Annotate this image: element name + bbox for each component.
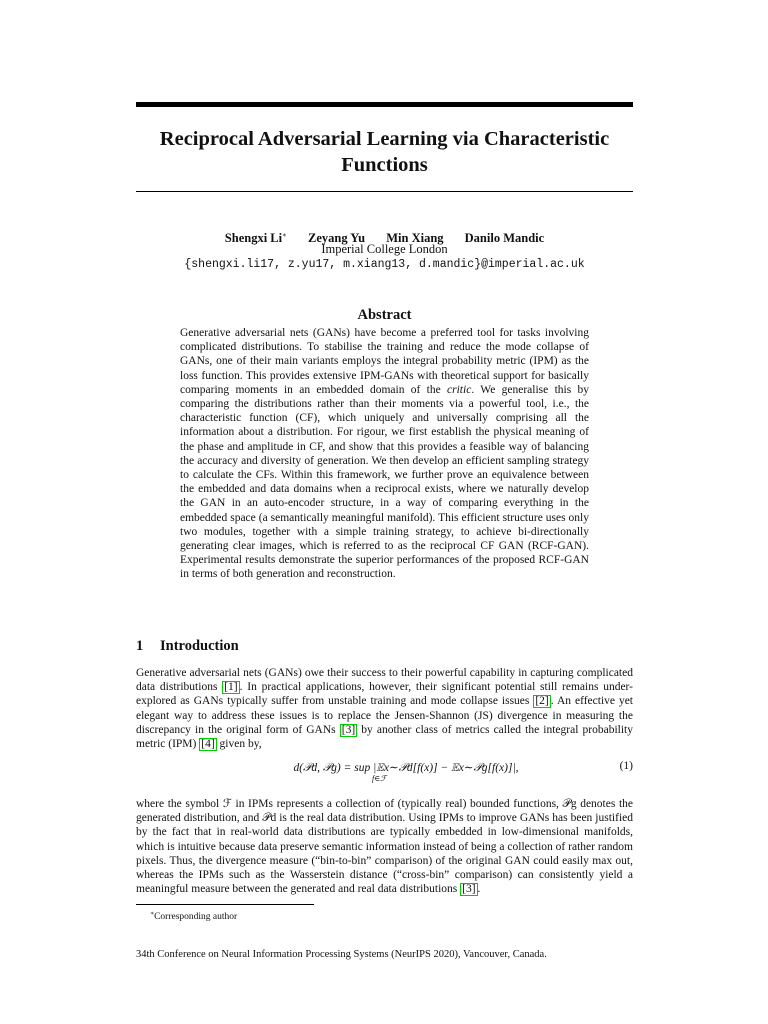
section-title: Introduction: [160, 638, 239, 654]
abstract-text: Generative adversarial nets (GANs) have become a preferred tool for tasks involving complicated distributions. To stabilise the training and reduce the mode collapse of GANs, one of their main variants employs the integral probability metric (IPM) as the loss function. This provides extensive IPM-GANs with theoretical support for basically comparing moments in an embedded domain of the critic. We generalise this by comparing the distributions rather than their moments via a powerful tool, i.e., the characteristic function (CF), which uniquely and universally comprising all the information about a distribution. For rigour, we first establish the physical meaning of the phase and amplitude in CF, and show that this provides a feasible way of balancing the accuracy and diversity of generation. We then develop an efficient sampling strategy to calculate the CFs. Within this framework, we further prove an equivalence between the embedded and data domains when a reciprocal exists, where we naturally develop the GAN in an auto-encoder structure, in a way of comparing everything in the embedded space (a semantically meaningful manifold). This efficient structure uses only two modules, together with a simple training strategy, to achieve bi-directionally generating clear images, which is referred to as the reciprocal CF GAN (RCF-GAN). Experimental results demonstrate the superior performances of the proposed RCF-GAN in terms of both generation and reconstruction.: [180, 327, 589, 581]
equation-1: [136, 760, 633, 790]
affiliation: Imperial College London: [321, 242, 448, 256]
venue-note: 34th Conference on Neural Information Processing Systems (NeurIPS 2020), Vancouver, Canada.: [136, 949, 547, 960]
title-top-rule: [136, 102, 633, 107]
author: Shengxi Li∗: [224, 231, 287, 245]
citation-link[interactable]: [3]: [341, 723, 356, 736]
paper-title: Reciprocal Adversarial Learning via Characteristic Functions: [159, 128, 610, 176]
citation-link[interactable]: [3]: [462, 883, 476, 896]
citation-link[interactable]: [1]: [224, 681, 238, 694]
intro-paragraph-1: Generative adversarial nets (GANs) owe their success to their powerful capability in capturing complicated data distributions [1] . In practical applications, however, their significant potential still remains under-explored as GANs typically suffer from unstable training and mode collapse issues [2] . An effective yet elegant way to address these issues is to replace the Jensen-Shannon (JS) divergence in measuring the discrepancy in the original form of GANs [3] by another class of metrics called the integral probability metric (IPM) [4] given by,: [136, 667, 634, 751]
footnote-rule: [136, 904, 314, 905]
citation-link[interactable]: [2]: [535, 695, 549, 708]
author: Min Xiang: [386, 231, 444, 245]
abstract-heading: Abstract: [357, 307, 412, 323]
critic-term: critic: [447, 383, 472, 396]
author: Danilo Mandic: [464, 231, 545, 245]
footnote: ∗Corresponding author: [150, 911, 238, 922]
equation-sup-subscript: f∈ℱ: [372, 774, 387, 783]
author: Zeyang Yu: [308, 231, 366, 245]
section-heading-introduction: [136, 638, 239, 655]
title-bottom-rule: [136, 191, 633, 192]
equation-number: (1): [619, 760, 633, 772]
section-number: 1: [136, 638, 144, 654]
author-emails: {shengxi.li17, z.yu17, m.xiang13, d.mandic}@imperial.ac.uk: [184, 258, 585, 271]
footnote-mark: ∗: [150, 911, 155, 917]
equation-body: d(𝒫d, 𝒫g) = sup |𝔼x∼𝒫d[f(x)] − 𝔼x∼𝒫g[f(x)]|,: [293, 762, 519, 774]
citation-link[interactable]: [4]: [201, 738, 215, 751]
corresponding-mark: ∗: [282, 231, 287, 239]
intro-paragraph-2: where the symbol ℱ in IPMs represents a collection of (typically real) bounded functions, 𝒫g denotes the generated distribution, and 𝒫d is the real data distribution. Using IPMs to improve GANs has been justified by the fact that in real-world data distributions are typically embedded in low-dimensional manifolds, which is intuitive because data preserve semantic information instead of being a collection of rather random pixels. Thus, the divergence measure (“bin-to-bin” comparison) of the original GAN could easily max out, whereas the IPMs such as the Wasserstein distance (“cross-bin” comparison) can consistently yield a meaningful measure between the generated and real data distributions [3] .: [136, 798, 633, 896]
